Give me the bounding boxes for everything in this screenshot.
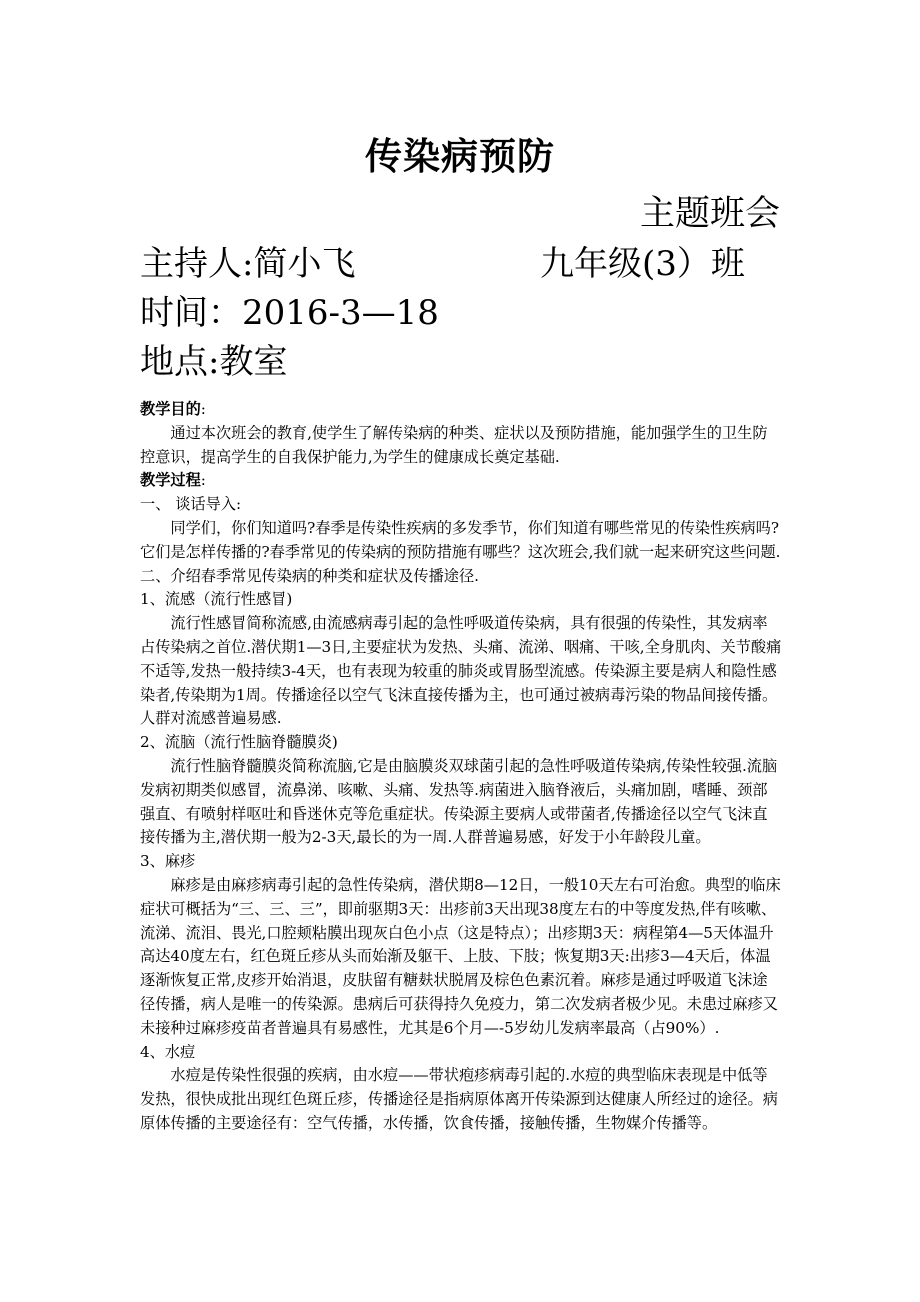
document-subtitle: 主题班会 <box>639 194 780 234</box>
section-1-title: 一、 谈话导入: <box>140 495 242 514</box>
place-line: 地点:教室 <box>140 342 288 382</box>
objective-text: 通过本次班会的教育,使学生了解传染病的种类、症状以及预防措施，能加强学生的卫生防控意识，提高学生的自我保护能力,为学生的健康成长奠定基础. <box>140 423 768 466</box>
disease-2-title: 2、流脑（流行性脑脊髓膜炎) <box>140 733 338 752</box>
host-line: 主持人:简小飞 <box>140 244 356 284</box>
disease-2-text: 流行性脑脊髓膜炎简称流脑,它是由脑膜炎双球菌引起的急性呼吸道传染病,传染性较强.流脑发病初期类似感冒，流鼻涕、咳嗽、头痛、发热等.病菌进入脑脊液后，头痛加剧，嗜睡、颈部强直、有喷射样呕吐和昏迷休克等危重症状。传染源主要病人或带菌者,传播途径以空气飞沫直接传播为主,潜伏期一般为2-3天,最长的为一周.人群普遍易感，好发于小年龄段儿童。 <box>140 756 778 847</box>
process-heading: 教学过程: <box>140 471 206 490</box>
disease-3-title: 3、麻疹 <box>140 852 196 871</box>
document-title: 传染病预防 <box>365 134 555 178</box>
disease-3-text: 麻疹是由麻疹病毒引起的急性传染病，潜伏期8—12日，一般10天左右可治愈。典型的临床症状可概括为“三、三、三”，即前驱期3天：出疹前3天出现38度左右的中等度发热,伴有咳嗽、流涕、流泪、畏光,口腔颊粘膜出现灰白色小点（这是特点）；出疹期3天：病程第4—5天体温升高达40度左右，红色斑丘疹从头而始渐及躯干、上肢、下肢；恢复期3天:出疹3—4天后，体温逐渐恢复正常,皮疹开始消退，皮肤留有糖麸状脱屑及棕色色素沉着。麻疹是通过呼吸道飞沫途径传播，病人是唯一的传染源。患病后可获得持久免疫力，第二次发病者极少见。未患过麻疹又未接种过麻疹疫苗者普遍具有易感性，尤其是6个月—-5岁幼儿发病率最高（占90%）. <box>140 875 781 1037</box>
document-body <box>140 398 782 1136</box>
disease-1-text: 流行性感冒简称流感,由流感病毒引起的急性呼吸道传染病，具有很强的传染性，其发病率占传染病之首位.潜伏期1—3日,主要症状为发热、头痛、流涕、咽痛、干咳,全身肌肉、关节酸痛不适等,发热一般持续3-4天，也有表现为较重的肺炎或胃肠型流感。传染源主要是病人和隐性感染者,传染期为1周。传播途径以空气飞沫直接传播为主，也可通过被病毒污染的物品间接传播。人群对流感普遍易感. <box>140 614 782 728</box>
disease-4-title: 4、水痘 <box>140 1042 196 1061</box>
disease-1-title: 1、流感（流行性感冒) <box>140 590 293 609</box>
disease-4-text: 水痘是传染性很强的疾病，由水痘——带状疱疹病毒引起的.水痘的典型临床表现是中低等发热，很快成批出现红色斑丘疹，传播途径是指病原体离开传染源到达健康人所经过的途径。病原体传播的主要途径有：空气传播，水传播，饮食传播，接触传播，生物媒介传播等。 <box>140 1066 778 1132</box>
objective-heading: 教学目的: <box>140 400 206 418</box>
section-1-text: 同学们，你们知道吗?春季是传染性疾病的多发季节，你们知道有哪些常见的传染性疾病吗?它们是怎样传播的?春季常见的传染病的预防措施有哪些？这次班会,我们就一起来研究这些问题. <box>140 518 781 561</box>
section-2-title: 二、介绍春季常见传染病的种类和症状及传播途径. <box>140 566 479 585</box>
time-line: 时间：2016-3—18 <box>140 293 439 333</box>
class-line: 九年级(3）班 <box>540 244 745 284</box>
